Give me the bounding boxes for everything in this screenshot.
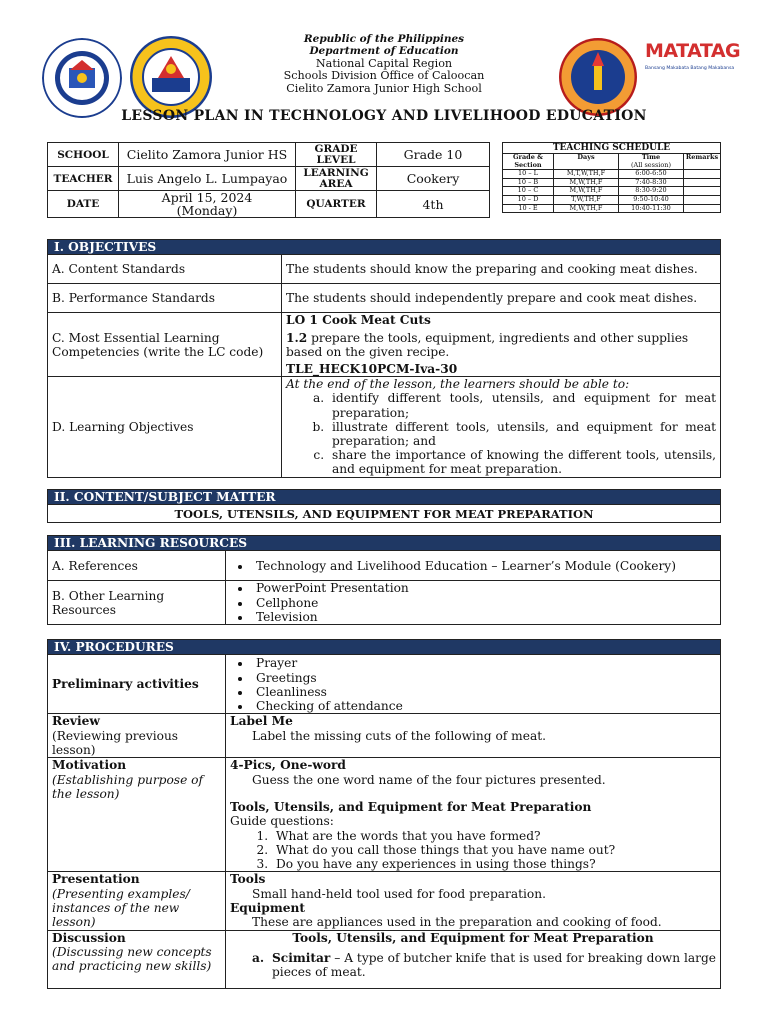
letterhead-line2: Department of Education xyxy=(309,45,459,58)
content-table xyxy=(47,489,721,523)
guide-questions-list xyxy=(230,829,716,872)
other-resources-value xyxy=(226,581,721,625)
content-standards-label: A. Content Standards xyxy=(48,255,282,284)
references-list xyxy=(230,559,716,573)
learning-objectives-value xyxy=(282,377,721,477)
schedule-title: TEACHING SCHEDULE xyxy=(503,143,721,154)
schedule-header-time: Time (All session) xyxy=(619,154,684,170)
other-resources-label: B. Other Learning Resources xyxy=(48,581,226,625)
preliminary-list xyxy=(230,656,716,713)
document-title: LESSON PLAN IN TECHNOLOGY AND LIVELIHOOD EDUCATION xyxy=(121,108,647,124)
review-title: Label Me xyxy=(230,714,293,729)
letterhead-line5: Cielito Zamora Junior High School xyxy=(286,81,482,95)
learning-objectives-list xyxy=(286,391,716,476)
review-label: Review (Reviewing previous lesson) xyxy=(48,714,226,758)
resources-heading: III. LEARNING RESOURCES xyxy=(48,536,721,551)
area-label: LEARNING AREA xyxy=(296,167,377,191)
list-item: b. illustrate different tools, utensils, and equipment for meat preparation; and xyxy=(328,420,716,448)
references-label: A. References xyxy=(48,551,226,581)
list-item: • Technology and Livelihood Education – Learner’s Module (Cookery) xyxy=(252,559,716,573)
schedule-row: 10 – L M,T,W,TH,F 6:00-6:50 xyxy=(503,170,721,179)
schedule-row: 10 – D T,W,TH,F 9:50-10:40 xyxy=(503,195,721,204)
list-item: • Checking of attendance xyxy=(252,699,716,713)
letterhead xyxy=(0,33,768,95)
matatag-tagline: Bansang Makabata Batang Makabansa xyxy=(645,66,735,71)
lesson-info-table xyxy=(47,142,490,218)
review-text: Label the missing cuts of the following of meat. xyxy=(252,728,546,743)
schedule-header-section: Grade & Section xyxy=(503,154,554,170)
melc-value xyxy=(282,313,721,377)
discussion-label: Discussion (Discussing new concepts and practicing new skills) xyxy=(48,930,226,988)
resources-table xyxy=(47,535,721,625)
motivation-text: Guess the one word name of the four pictures presented. xyxy=(252,772,606,787)
discussion-value xyxy=(226,930,721,988)
content-heading: II. CONTENT/SUBJECT MATTER xyxy=(48,490,721,505)
melc-code: TLE_HECK10PCM-Iva-30 xyxy=(286,361,458,376)
preliminary-value xyxy=(226,655,721,714)
list-item: 2. What do you call those things that you have name out? xyxy=(272,843,716,857)
letterhead-line1: Republic of the Philippines xyxy=(303,33,465,45)
motivation-label: Motivation (Establishing purpose of the lesson) xyxy=(48,758,226,872)
motivation-title: 4-Pics, One-word xyxy=(230,758,346,773)
list-item: a. identify different tools, utensils, and equipment for meat preparation; xyxy=(328,391,716,419)
list-item: • Cleanliness xyxy=(252,685,716,699)
schedule-row: 10 – B M,W,TH,F 7:40-8:30 xyxy=(503,178,721,187)
school-label: SCHOOL xyxy=(48,143,119,167)
quarter-value: 4th xyxy=(377,191,490,218)
teacher-label: TEACHER xyxy=(48,167,119,191)
procedures-heading: IV. PROCEDURES xyxy=(48,640,721,655)
other-resources-list xyxy=(230,581,716,624)
schedule-header-days: Days xyxy=(554,154,619,170)
discussion-title: Tools, Utensils, and Equipment for Meat Preparation xyxy=(292,930,654,945)
equipment-text: These are appliances used in the preparation and cooking of food. xyxy=(252,915,662,930)
schedule-header-remarks: Remarks xyxy=(684,154,721,170)
tools-title: Tools xyxy=(230,872,266,887)
date-label: DATE xyxy=(48,191,119,218)
melc-title: LO 1 Cook Meat Cuts xyxy=(286,313,431,328)
melc-label: C. Most Essential Learning Competencies (write the LC code) xyxy=(48,313,282,377)
learning-objectives-label: D. Learning Objectives xyxy=(48,377,282,477)
performance-standards-label: B. Performance Standards xyxy=(48,284,282,313)
matatag-wordmark: MATATAG xyxy=(645,40,741,62)
content-standards-value: The students should know the preparing and cooking meat dishes. xyxy=(282,255,721,284)
list-item: • Cellphone xyxy=(252,596,716,610)
grade-value: Grade 10 xyxy=(377,143,490,167)
grade-label: GRADE LEVEL xyxy=(296,143,377,167)
presentation-value xyxy=(226,872,721,930)
letterhead-line4: Schools Division Office of Caloocan xyxy=(283,69,485,83)
list-item: 1. What are the words that you have formed? xyxy=(272,829,716,843)
discussion-item: a. Scimitar – A type of butcher knife that is used for breaking down large pieces of meat. xyxy=(252,950,716,980)
review-value xyxy=(226,714,721,758)
motivation-topic: Tools, Utensils, and Equipment for Meat Preparation xyxy=(230,799,592,814)
schedule-row: 10 - E M,W,TH,F 10:40-11:30 xyxy=(503,204,721,213)
presentation-label: Presentation (Presenting examples/ instances of the new lesson) xyxy=(48,872,226,930)
learning-objectives-intro: At the end of the lesson, the learners should be able to: xyxy=(286,377,630,392)
school-value: Cielito Zamora Junior HS xyxy=(119,143,296,167)
area-value: Cookery xyxy=(377,167,490,191)
preliminary-label: Preliminary activities xyxy=(48,655,226,714)
quarter-label: QUARTER xyxy=(296,191,377,218)
list-item: • Prayer xyxy=(252,656,716,670)
content-topic: TOOLS, UTENSILS, AND EQUIPMENT FOR MEAT PREPARATION xyxy=(48,505,721,523)
performance-standards-value: The students should independently prepare and cook meat dishes. xyxy=(282,284,721,313)
list-item: • PowerPoint Presentation xyxy=(252,581,716,595)
list-item: • Greetings xyxy=(252,671,716,685)
date-value: April 15, 2024 (Monday) xyxy=(119,191,296,218)
schedule-row: 10 – C M,W,TH,F 8:30-9:20 xyxy=(503,187,721,196)
tools-text: Small hand-held tool used for food preparation. xyxy=(252,886,546,901)
letterhead-line3: National Capital Region xyxy=(315,56,453,70)
objectives-heading: I. OBJECTIVES xyxy=(48,240,721,255)
list-item: 3. Do you have any experiences in using those things? xyxy=(272,857,716,871)
teacher-value: Luis Angelo L. Lumpayao xyxy=(119,167,296,191)
references-value xyxy=(226,551,721,581)
list-item: • Television xyxy=(252,610,716,624)
equipment-title: Equipment xyxy=(230,901,305,916)
melc-competency: 1.2 prepare the tools, equipment, ingredients and other supplies based on the given recipe. xyxy=(286,330,689,360)
motivation-value xyxy=(226,758,721,872)
objectives-table xyxy=(47,239,721,478)
teaching-schedule-table xyxy=(502,142,721,213)
list-item: c. share the importance of knowing the different tools, utensils, and equipment for meat preparation. xyxy=(328,448,716,476)
procedures-table xyxy=(47,639,721,989)
guide-questions-label: Guide questions: xyxy=(230,814,334,829)
